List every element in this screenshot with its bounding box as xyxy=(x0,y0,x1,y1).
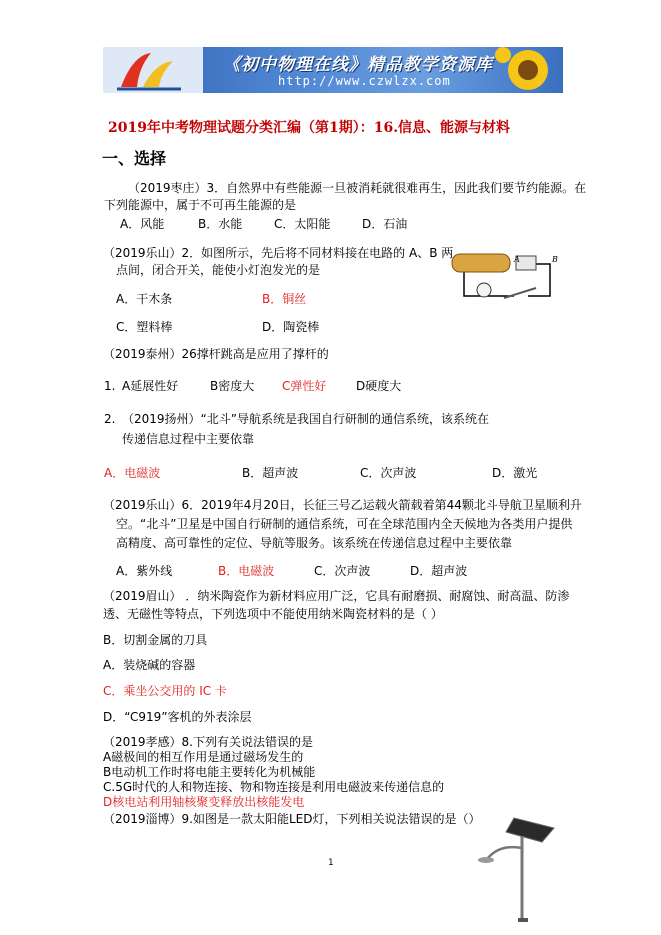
question-line: 空。“北斗”卫星是中国自行研制的通信系统，可在全球范围内全天候地为各类用户提供 xyxy=(116,517,573,531)
question-line: 点间，闭合开关，能使小灯泡发光的是 xyxy=(116,263,321,277)
question-line: （2019乐山）6．2019年4月20日，长征三号乙运载火箭载着第44颗北斗导航卫星顺利升 xyxy=(103,498,582,512)
question-line: （2019枣庄）3．自然界中有些能源一旦被消耗就很难再生，因此我们要节约能源。在 xyxy=(128,181,587,195)
option-answer: B．铜丝 xyxy=(262,292,307,306)
option: A延展性好 xyxy=(122,379,179,393)
option-answer: C弹性好 xyxy=(282,379,327,393)
option-answer: B．电磁波 xyxy=(218,564,275,578)
option: B密度大 xyxy=(210,379,255,393)
solar-led-lamp-figure xyxy=(470,814,560,924)
option: C.5G时代的人和物连接、物和物连接是利用电磁波来传递信息的 xyxy=(103,780,445,794)
option: D．激光 xyxy=(492,466,538,480)
option: A．装烧碱的容器 xyxy=(103,658,196,672)
section-heading: 一、选择 xyxy=(102,149,167,168)
header-banner xyxy=(103,47,563,93)
option: D硬度大 xyxy=(356,379,402,393)
option: B．水能 xyxy=(198,217,243,231)
option: A．紫外线 xyxy=(116,564,173,578)
question-line: 透、无磁性等特点，下列选项中不能使用纳米陶瓷材料的是（ ） xyxy=(103,607,443,621)
question-line: （2019乐山）2．如图所示，先后将不同材料接在电路的 A、B 两 xyxy=(103,246,454,260)
option: A磁极间的相互作用是通过磁场发生的 xyxy=(103,750,304,764)
question-line: 高精度、高可靠性的定位、导航等服务。该系统在传递信息过程中主要依靠 xyxy=(116,536,513,550)
option: C．塑料棒 xyxy=(116,320,173,334)
option: C．太阳能 xyxy=(274,217,331,231)
option: A．干木条 xyxy=(116,292,173,306)
logo-icon xyxy=(103,47,203,93)
question-line: （2019眉山） ．纳米陶瓷作为新材料应用广泛，它具有耐磨损、耐腐蚀、耐高温、防渗 xyxy=(103,589,570,603)
banner-url: http://www.czwlzx.com xyxy=(278,74,451,88)
question-line: 下列能源中，属于不可再生能源的是 xyxy=(104,198,297,212)
question-line: （2019淄博）9.如图是一款太阳能LED灯，下列相关说法错误的是（） xyxy=(103,812,481,826)
option: C．次声波 xyxy=(314,564,371,578)
option: D．超声波 xyxy=(410,564,468,578)
option-answer: C．乘坐公交用的 IC 卡 xyxy=(103,684,227,698)
question-line: （2019泰州）26撑杆跳高是应用了撑杆的 xyxy=(103,347,329,361)
question-number: 2. xyxy=(104,412,116,426)
option: D．陶瓷棒 xyxy=(262,320,320,334)
option: C．次声波 xyxy=(360,466,417,480)
option: B电动机工作时将电能主要转化为机械能 xyxy=(103,765,316,779)
option: D．石油 xyxy=(362,217,408,231)
option: B．切割金属的刀具 xyxy=(103,633,208,647)
document-title: 2019年中考物理试题分类汇编（第1期）：16.信息、能源与材料 xyxy=(108,120,511,136)
page-number: 1 xyxy=(328,858,334,868)
option: B．超声波 xyxy=(242,466,299,480)
option: D．“C919”客机的外表涂层 xyxy=(103,710,252,724)
figure-label-a: A xyxy=(514,255,520,264)
option-answer: A．电磁波 xyxy=(104,466,161,480)
sunflower-icon xyxy=(493,47,563,93)
question-line: （2019扬州）“北斗”导航系统是我国自行研制的通信系统，该系统在 xyxy=(122,412,489,426)
question-line: （2019孝感）8.下列有关说法错误的是 xyxy=(103,735,313,749)
question-number: 1. xyxy=(104,379,116,393)
option-answer: D核电站利用轴核聚变释放出核能发电 xyxy=(103,795,305,809)
question-line: 传递信息过程中主要依靠 xyxy=(122,432,255,446)
banner-title: 《初中物理在线》精品教学资源库 xyxy=(223,55,493,75)
circuit-figure xyxy=(444,248,564,310)
option: A．风能 xyxy=(120,217,165,231)
figure-label-b: B xyxy=(552,255,558,264)
